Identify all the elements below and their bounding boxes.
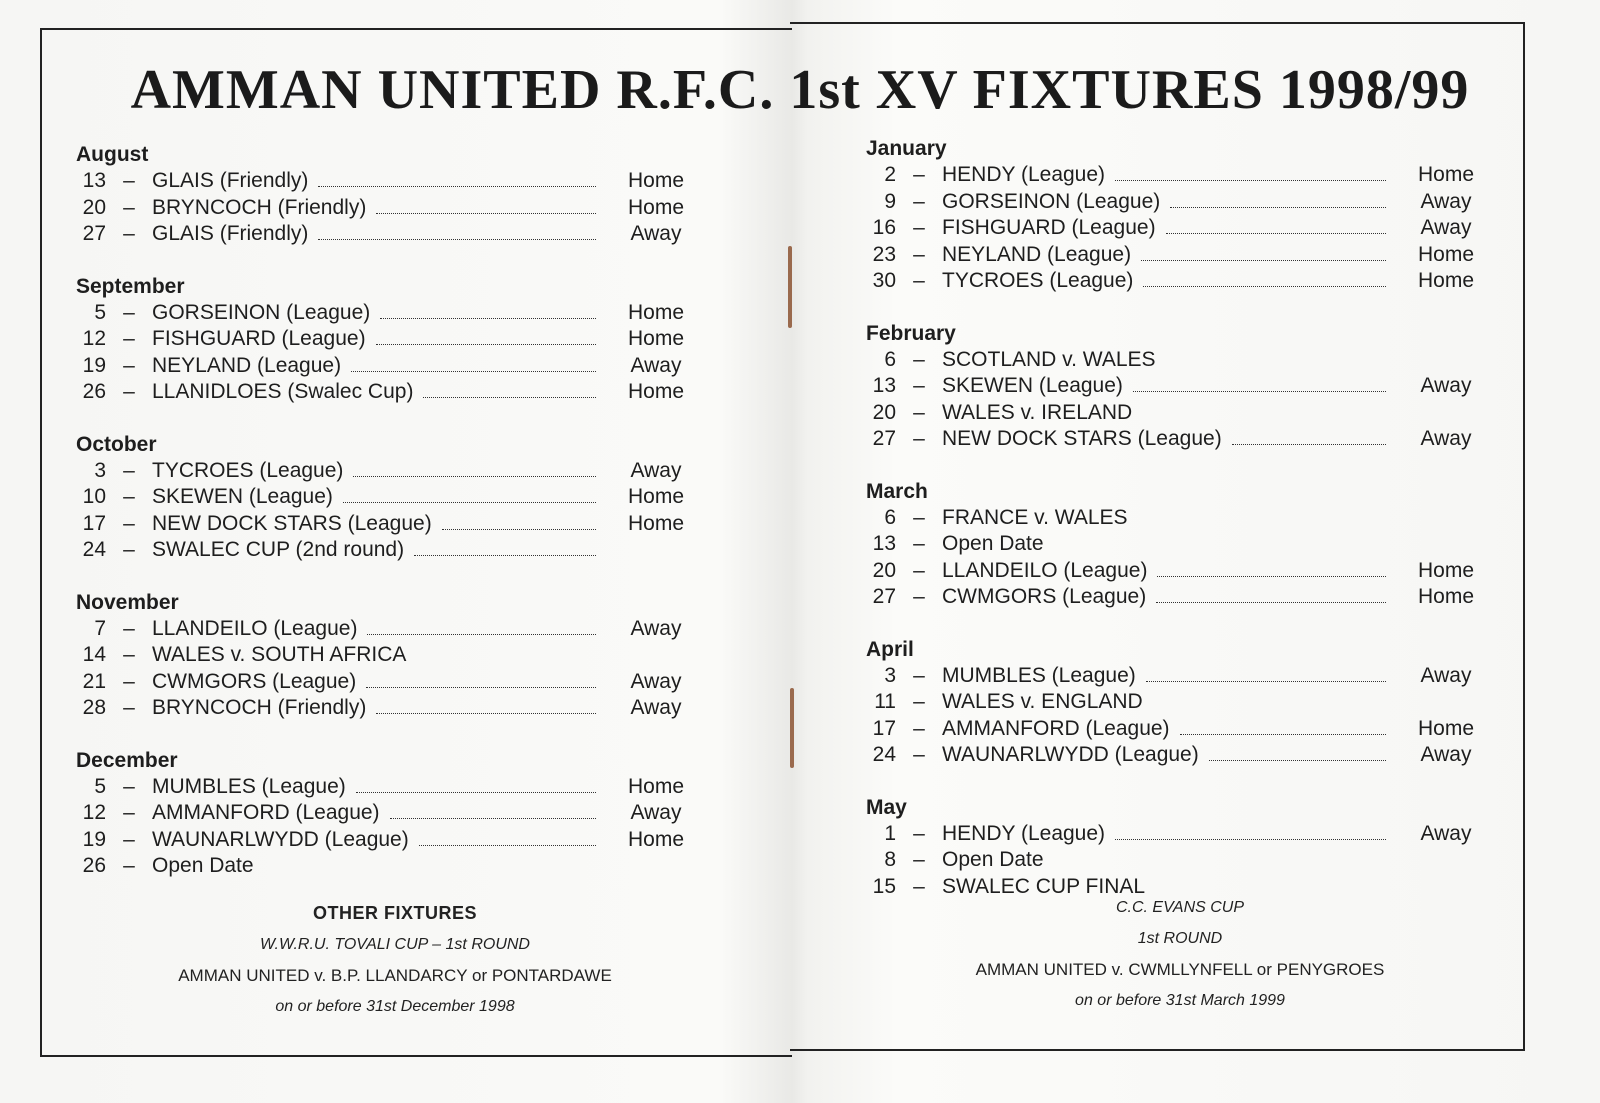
month-name: August	[76, 143, 149, 166]
fixture-day: 16	[872, 216, 896, 239]
fixture-dash: –	[123, 222, 135, 245]
fixture-dash: –	[913, 347, 925, 371]
fixture-day: 2	[884, 163, 896, 186]
fixture-opponent: HENDY (League)	[942, 163, 1106, 186]
fixture-row	[76, 221, 696, 248]
month-name: December	[76, 748, 178, 772]
month-block	[76, 274, 696, 406]
fixture-opponent: WALES v. SOUTH AFRICA	[152, 643, 407, 666]
dot-leader	[343, 501, 596, 503]
dot-leader	[367, 633, 596, 635]
fixture-row	[76, 168, 696, 195]
fixture-row	[866, 821, 1486, 848]
fixture-row	[76, 695, 696, 722]
dot-leader	[318, 185, 596, 187]
other-fixtures-match: AMMAN UNITED v. CWMLLYNFELL or PENYGROES	[975, 960, 1385, 979]
fixture-dash: –	[123, 774, 135, 798]
dot-leader	[1209, 759, 1386, 761]
fixture-dash: –	[913, 427, 925, 450]
dot-leader	[1115, 179, 1386, 181]
month-name: March	[866, 479, 928, 503]
dot-leader	[390, 817, 596, 819]
fixture-dash: –	[123, 458, 135, 482]
binding-staple-top	[788, 246, 792, 328]
other-fixtures-round: 1st ROUND	[1137, 930, 1223, 947]
fixture-row	[866, 347, 1486, 374]
fixture-row	[866, 426, 1486, 453]
fixture-venue: Home	[1417, 269, 1475, 292]
fixture-opponent: WAUNARLWYDD (League)	[942, 743, 1199, 766]
fixture-dash: –	[913, 374, 925, 397]
fixture-day: 20	[872, 558, 896, 582]
fixture-day: 12	[82, 327, 106, 350]
fixture-dash: –	[123, 300, 135, 324]
month-block	[76, 432, 696, 564]
fixture-opponent: GORSEINON (League)	[942, 189, 1161, 213]
fixture-venue: Away	[1420, 216, 1472, 239]
fixture-day: 10	[82, 485, 106, 508]
fixture-day: 3	[884, 663, 896, 687]
fixture-opponent: BRYNCOCH (Friendly)	[152, 195, 367, 219]
dot-leader	[1141, 259, 1386, 261]
fixture-opponent: GORSEINON (League)	[152, 300, 371, 324]
fixture-opponent: NEW DOCK STARS (League)	[152, 511, 432, 535]
fixture-row	[866, 663, 1486, 690]
fixture-venue: Away	[630, 222, 682, 245]
page-title: AMMAN UNITED R.F.C. 1st XV FIXTURES 1998/99	[130, 59, 1470, 121]
fixture-day: 13	[872, 532, 896, 555]
fixture-opponent: AMMANFORD (League)	[152, 801, 380, 824]
month-name: May	[866, 795, 907, 819]
dot-leader	[414, 554, 596, 556]
other-fixtures-deadline: on or before 31st December 1998	[275, 998, 515, 1015]
dot-leader	[1156, 601, 1386, 603]
fixture-opponent: HENDY (League)	[942, 821, 1106, 845]
fixture-dash: –	[123, 669, 135, 693]
fixture-row	[76, 642, 696, 669]
fixture-row	[76, 458, 696, 485]
fixture-day: 9	[884, 189, 896, 213]
fixture-row	[76, 800, 696, 827]
binding-staple-bottom	[790, 688, 794, 768]
dot-leader	[376, 712, 596, 714]
other-fixtures-competition: C.C. EVANS CUP	[1115, 899, 1245, 916]
other-fixtures-match: AMMAN UNITED v. B.P. LLANDARCY or PONTARDAWE	[178, 966, 612, 985]
fixture-dash: –	[913, 743, 925, 766]
fixture-row	[866, 189, 1486, 216]
dot-leader	[1143, 285, 1386, 287]
fixture-venue: Home	[627, 827, 685, 851]
fixture-day: 27	[872, 585, 896, 608]
fixture-row	[866, 716, 1486, 743]
month-block	[866, 795, 1486, 901]
fixture-dash: –	[913, 821, 925, 845]
fixture-dash: –	[913, 558, 925, 582]
fixture-dash: –	[913, 189, 925, 213]
fixture-opponent: LLANIDLOES (Swalec Cup)	[152, 380, 414, 403]
dot-leader	[356, 791, 596, 793]
fixture-day: 13	[872, 374, 896, 397]
fixture-row	[76, 774, 696, 801]
fixture-opponent: Open Date	[152, 854, 254, 877]
fixture-day: 20	[872, 400, 896, 424]
fixture-day: 3	[94, 458, 106, 482]
fixture-row	[76, 511, 696, 538]
fixture-dash: –	[913, 242, 925, 266]
fixture-row	[866, 268, 1486, 295]
fixture-dash: –	[913, 505, 925, 529]
fixture-dash: –	[123, 616, 135, 640]
fixture-opponent: FISHGUARD (League)	[152, 327, 366, 350]
month-name: September	[76, 274, 185, 298]
dot-leader	[380, 317, 596, 319]
fixture-row	[866, 400, 1486, 427]
fixture-dash: –	[123, 195, 135, 219]
month-block	[76, 590, 696, 722]
fixture-opponent: SKEWEN (League)	[942, 374, 1123, 397]
fixture-day: 21	[82, 669, 106, 693]
fixture-row	[76, 353, 696, 380]
fixture-opponent: SCOTLAND v. WALES	[942, 347, 1156, 371]
fixture-dash: –	[123, 801, 135, 824]
month-name: October	[76, 432, 157, 456]
dot-leader	[1170, 206, 1386, 208]
fixture-row	[76, 300, 696, 327]
fixture-dash: –	[913, 400, 925, 424]
dot-leader	[376, 343, 596, 345]
dot-leader	[318, 238, 596, 240]
fixture-day: 19	[82, 827, 106, 851]
other-fixtures-competition: W.W.R.U. TOVALI CUP – 1st ROUND	[260, 936, 530, 953]
fixture-venue: Home	[1417, 163, 1475, 186]
fixture-opponent: WALES v. IRELAND	[942, 400, 1133, 424]
fixture-dash: –	[123, 643, 135, 666]
fixture-opponent: FISHGUARD (League)	[942, 216, 1156, 239]
fixture-row	[866, 558, 1486, 585]
fixture-opponent: NEYLAND (League)	[942, 242, 1132, 266]
month-block	[76, 142, 696, 248]
fixture-row	[76, 195, 696, 222]
fixture-row	[866, 742, 1486, 769]
fixture-row	[866, 847, 1486, 874]
fixture-venue: Away	[1420, 374, 1472, 397]
fixture-dash: –	[123, 169, 135, 192]
fixture-day: 6	[884, 347, 896, 371]
fixture-opponent: SKEWEN (League)	[152, 485, 333, 508]
dot-leader	[1166, 232, 1386, 234]
fixture-day: 27	[82, 222, 106, 245]
fixture-day: 6	[884, 505, 896, 529]
fixture-opponent: GLAIS (Friendly)	[152, 222, 309, 245]
fixture-row	[76, 616, 696, 643]
fixture-venue: Home	[627, 300, 685, 324]
fixture-day: 17	[872, 716, 896, 740]
fixture-day: 14	[82, 643, 106, 666]
dot-leader	[376, 212, 596, 214]
fixture-day: 17	[82, 511, 106, 535]
fixture-day: 24	[872, 743, 896, 766]
fixture-day: 20	[82, 195, 106, 219]
fixture-venue: Away	[1420, 189, 1472, 213]
fixture-day: 7	[94, 616, 106, 640]
month-name: April	[866, 637, 914, 661]
fixture-dash: –	[913, 216, 925, 239]
fixture-venue: Away	[630, 458, 682, 482]
fixture-opponent: SWALEC CUP (2nd round)	[152, 538, 405, 561]
fixture-opponent: CWMGORS (League)	[942, 585, 1147, 608]
fixture-opponent: Open Date	[942, 848, 1044, 871]
fixture-venue: Away	[1420, 821, 1472, 845]
dot-leader	[1115, 838, 1386, 840]
fixture-row	[866, 531, 1486, 558]
fixture-row	[76, 669, 696, 696]
fixture-venue: Home	[627, 327, 685, 350]
fixture-day: 15	[872, 874, 896, 898]
fixture-venue: Home	[627, 511, 685, 535]
fixture-dash: –	[913, 163, 925, 186]
fixture-opponent: AMMANFORD (League)	[942, 716, 1170, 740]
other-fixtures-right	[900, 892, 1460, 1016]
fixture-dash: –	[123, 538, 135, 561]
fixture-row	[866, 242, 1486, 269]
fixture-row	[866, 215, 1486, 242]
fixture-row	[866, 373, 1486, 400]
fixture-dash: –	[913, 848, 925, 871]
month-block	[866, 321, 1486, 453]
fixture-day: 8	[884, 848, 896, 871]
fixture-day: 1	[884, 821, 896, 845]
fixture-row	[76, 484, 696, 511]
fixture-dash: –	[913, 585, 925, 608]
fixture-day: 24	[82, 538, 106, 561]
dot-leader	[1133, 390, 1386, 392]
month-block	[866, 637, 1486, 769]
fixture-opponent: TYCROES (League)	[942, 269, 1134, 292]
other-fixtures-left	[120, 898, 670, 1022]
fixture-row	[866, 584, 1486, 611]
fixture-row	[866, 505, 1486, 532]
fixture-opponent: BRYNCOCH (Friendly)	[152, 696, 367, 719]
fixture-opponent: LLANDEILO (League)	[152, 616, 358, 640]
fixture-venue: Away	[630, 801, 682, 824]
dot-leader	[423, 396, 596, 398]
dot-leader	[1146, 680, 1386, 682]
fixture-day: 13	[82, 169, 106, 192]
fixture-venue: Away	[630, 616, 682, 640]
fixture-opponent: WALES v. ENGLAND	[942, 690, 1143, 713]
dot-leader	[353, 475, 596, 477]
fixture-dash: –	[123, 827, 135, 851]
fixture-dash: –	[123, 327, 135, 350]
fixture-venue: Away	[1420, 427, 1472, 450]
fixture-venue: Home	[627, 485, 685, 508]
fixture-opponent: FRANCE v. WALES	[942, 505, 1128, 529]
other-fixtures-heading: OTHER FIXTURES	[312, 903, 477, 923]
fixture-row	[76, 379, 696, 406]
fixture-day: 19	[82, 353, 106, 377]
month-block	[76, 748, 696, 880]
fixture-opponent: MUMBLES (League)	[942, 663, 1136, 687]
fixture-day: 23	[872, 242, 896, 266]
month-block	[866, 136, 1486, 295]
fixture-day: 27	[872, 427, 896, 450]
fixture-dash: –	[913, 663, 925, 687]
fixture-dash: –	[913, 269, 925, 292]
fixture-venue: Home	[627, 169, 685, 192]
fixture-dash: –	[913, 690, 925, 713]
fixture-day: 5	[94, 774, 106, 798]
fixture-row	[76, 326, 696, 353]
fixture-row	[866, 689, 1486, 716]
left-fixture-column	[76, 142, 696, 906]
right-fixture-column	[866, 136, 1486, 926]
dot-leader	[1157, 575, 1386, 577]
fixture-venue: Away	[1420, 743, 1472, 766]
dot-leader	[419, 844, 596, 846]
month-block	[866, 479, 1486, 611]
fixture-opponent: Open Date	[942, 532, 1044, 555]
fixture-day: 30	[872, 269, 896, 292]
fixture-opponent: WAUNARLWYDD (League)	[152, 827, 409, 851]
fixture-dash: –	[123, 854, 135, 877]
fixture-opponent: CWMGORS (League)	[152, 669, 357, 693]
dot-leader	[1180, 733, 1386, 735]
month-name: January	[866, 137, 947, 160]
fixture-venue: Home	[627, 195, 685, 219]
fixture-row	[76, 537, 696, 564]
other-fixtures-deadline: on or before 31st March 1999	[1075, 992, 1285, 1009]
fixture-row	[76, 853, 696, 880]
fixture-dash: –	[123, 696, 135, 719]
fixture-dash: –	[913, 532, 925, 555]
fixture-venue: Home	[1417, 242, 1475, 266]
dot-leader	[1232, 443, 1386, 445]
fixture-venue: Home	[627, 774, 685, 798]
fixture-venue: Home	[1417, 716, 1475, 740]
dot-leader	[442, 528, 596, 530]
month-name: November	[76, 590, 179, 614]
fixture-row	[76, 827, 696, 854]
fixture-venue: Home	[1417, 585, 1475, 608]
fixture-dash: –	[913, 874, 925, 898]
fixture-venue: Home	[627, 380, 685, 403]
fixture-opponent: GLAIS (Friendly)	[152, 169, 309, 192]
fixture-opponent: NEYLAND (League)	[152, 353, 342, 377]
fixture-dash: –	[123, 511, 135, 535]
fixture-venue: Away	[1420, 663, 1472, 687]
fixture-day: 11	[874, 690, 896, 713]
fixture-day: 28	[82, 696, 106, 719]
fixture-opponent: SWALEC CUP FINAL	[942, 874, 1146, 898]
fixture-venue: Away	[630, 696, 682, 719]
fixture-opponent: NEW DOCK STARS (League)	[942, 427, 1222, 450]
fixture-day: 12	[82, 801, 106, 824]
fixture-day: 5	[94, 300, 106, 324]
fixture-opponent: TYCROES (League)	[152, 458, 344, 482]
fixture-dash: –	[123, 485, 135, 508]
fixture-dash: –	[123, 353, 135, 377]
fixture-dash: –	[123, 380, 135, 403]
fixture-row	[866, 162, 1486, 189]
fixture-opponent: MUMBLES (League)	[152, 774, 346, 798]
fixture-day: 26	[82, 854, 106, 877]
fixture-opponent: LLANDEILO (League)	[942, 558, 1148, 582]
fixture-dash: –	[913, 716, 925, 740]
fixture-venue: Home	[1417, 558, 1475, 582]
month-name: February	[866, 321, 956, 345]
dot-leader	[351, 370, 596, 372]
fixture-day: 26	[82, 380, 106, 403]
dot-leader	[366, 686, 596, 688]
fixture-venue: Away	[630, 353, 682, 377]
fixture-venue: Away	[630, 669, 682, 693]
